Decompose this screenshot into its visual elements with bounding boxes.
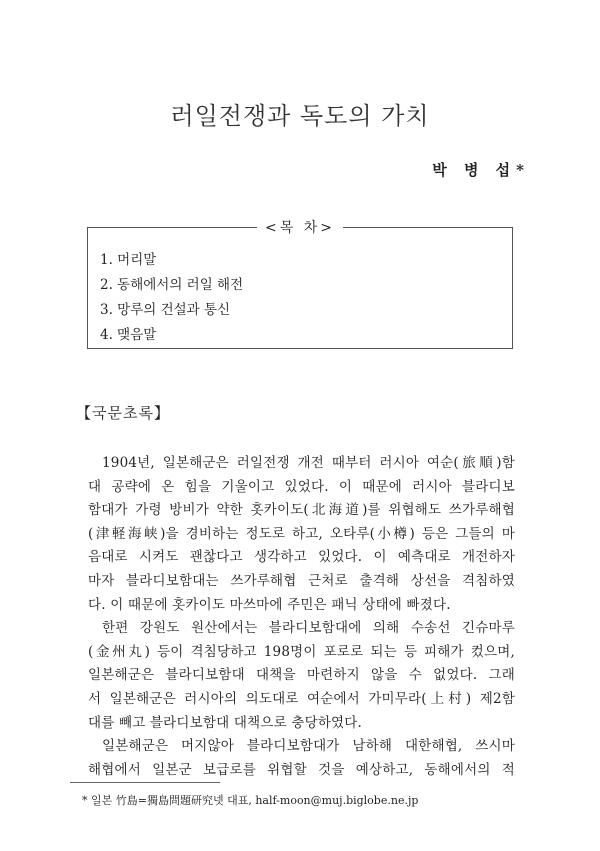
toc-item: 4. 맺음말 xyxy=(100,327,157,343)
abstract-line: 대 공략에 온 힘을 기울이고 있었다. 이 때문에 러시아 블라디보 xyxy=(88,478,515,495)
toc-item: 3. 망루의 건설과 통신 xyxy=(100,302,231,318)
abstract-line: 해협에서 일본군 보급로를 위협할 것을 예상하고, 동해에서의 적 xyxy=(88,761,515,778)
paper-title: 러일전쟁과 독도의 가치 xyxy=(170,102,430,130)
abstract-line: 1904년, 일본해군은 러일전쟁 개전 때부터 러시아 여순(旅順)함 xyxy=(102,455,515,471)
abstract-line: 음대로 시켜도 괜찮다고 생각하고 있었다. 이 예측대로 개전하자 xyxy=(88,549,515,566)
abstract-line: 다. 이 때문에 홋카이도 마쓰마에 주민은 패닉 상태에 빠졌다. xyxy=(88,596,451,613)
abstract-heading: 【국문초록】 xyxy=(76,404,170,422)
toc-item: 1. 머리말 xyxy=(100,252,157,268)
abstract-line: 함대가 가령 방비가 약한 홋카이도(北海道)를 위협해도 쓰가루해협 xyxy=(88,502,515,519)
abstract-body xyxy=(88,452,515,782)
footnote-divider xyxy=(70,782,220,783)
abstract-line: 일본해군은 블라디보함대 대책을 마련하지 않을 수 없었다. 그래 xyxy=(88,667,515,684)
abstract-line: 일본해군은 머지않아 블라디보함대가 남하해 대한해협, 쓰시마 xyxy=(102,738,515,755)
abstract-line: (金州丸) 등이 격침당하고 198명이 포로로 되는 등 피해가 컸으며, xyxy=(88,643,515,660)
toc-heading: <목 차> xyxy=(257,217,343,237)
abstract-line: 한편 강원도 원산에서는 블라디보함대에 의해 수송선 긴슈마루 xyxy=(102,620,515,637)
abstract-line: (津軽海峡)을 경비하는 정도로 하고, 오타루(小樽) 등은 그들의 마 xyxy=(88,525,515,542)
table-of-contents xyxy=(87,220,513,349)
author-name: 박 병 섭* xyxy=(432,161,530,179)
author-footnote: * 일본 竹島=獨島問題研究넷 대표, half-moon@muj.biglobe.ne.jp xyxy=(82,794,419,807)
abstract-line: 대를 빼고 블라디보함대 대책으로 충당하였다. xyxy=(88,714,363,731)
abstract-line: 서 일본해군은 러시아의 의도대로 여순에서 가미무라(上村) 제2함 xyxy=(88,690,515,707)
toc-list xyxy=(100,248,243,348)
abstract-line: 마자 블라디보함대는 쓰가루해협 근처로 출격해 상선을 격침하였 xyxy=(88,572,515,589)
toc-item: 2. 동해에서의 러일 해전 xyxy=(100,277,244,293)
